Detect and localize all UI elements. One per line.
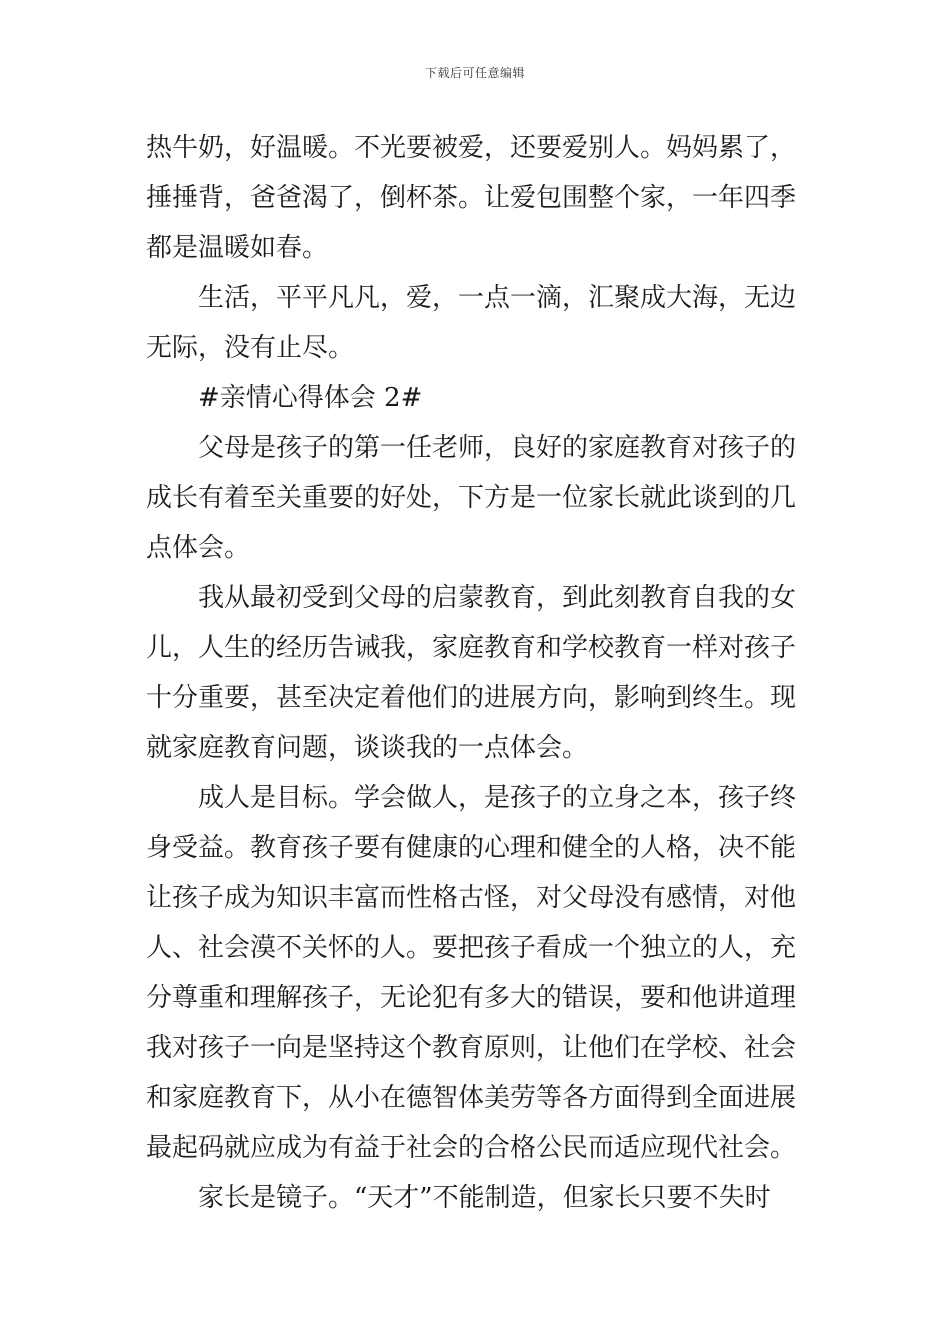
text-line: 家长是镜子。“天才”不能制造，但家长只要不失时 [198,1183,771,1213]
text-line: 捶捶背，爸爸渴了，倒杯茶。让爱包围整个家，一年四季 [146,183,797,213]
text-line: 身受益。教育孩子要有健康的心理和健全的人格，决不能 [146,833,797,863]
text-line: 我对孩子一向是坚持这个教育原则，让他们在学校、社会 [146,1033,797,1063]
text-line: 点体会。 [146,533,251,563]
text-line: 成人是目标。学会做人，是孩子的立身之本，孩子终 [198,783,797,813]
section-heading: #亲情心得体会 2# [198,383,423,413]
text-line: 热牛奶，好温暖。不光要被爱，还要爱别人。妈妈累了， [146,133,797,163]
text-line: 生活，平平凡凡，爱，一点一滴，汇聚成大海，无边 [198,283,797,313]
text-line: 分尊重和理解孩子，无论犯有多大的错误，要和他讲道理 [146,983,797,1013]
text-line: 就家庭教育问题，谈谈我的一点体会。 [146,733,589,763]
text-line: 和家庭教育下，从小在德智体美劳等各方面得到全面进展 [146,1083,797,1113]
text-line: 最起码就应成为有益于社会的合格公民而适应现代社会。 [146,1133,797,1163]
text-line: 成长有着至关重要的好处，下方是一位家长就此谈到的几 [146,483,797,513]
text-line: 我从最初受到父母的启蒙教育，到此刻教育自我的女 [198,583,797,613]
text-line: 父母是孩子的第一任老师，良好的家庭教育对孩子的 [198,433,797,463]
page-header: 下载后可任意编辑 [424,66,525,80]
text-line: 儿，人生的经历告诫我，家庭教育和学校教育一样对孩子 [146,633,797,663]
text-line: 人、社会漠不关怀的人。要把孩子看成一个独立的人，充 [146,933,797,963]
text-line: 都是温暖如春。 [146,233,329,263]
text-line: 无际，没有止尽。 [146,333,355,363]
text-line: 十分重要，甚至决定着他们的进展方向，影响到终生。现 [146,683,797,713]
text-line: 让孩子成为知识丰富而性格古怪，对父母没有感情，对他 [146,883,797,913]
